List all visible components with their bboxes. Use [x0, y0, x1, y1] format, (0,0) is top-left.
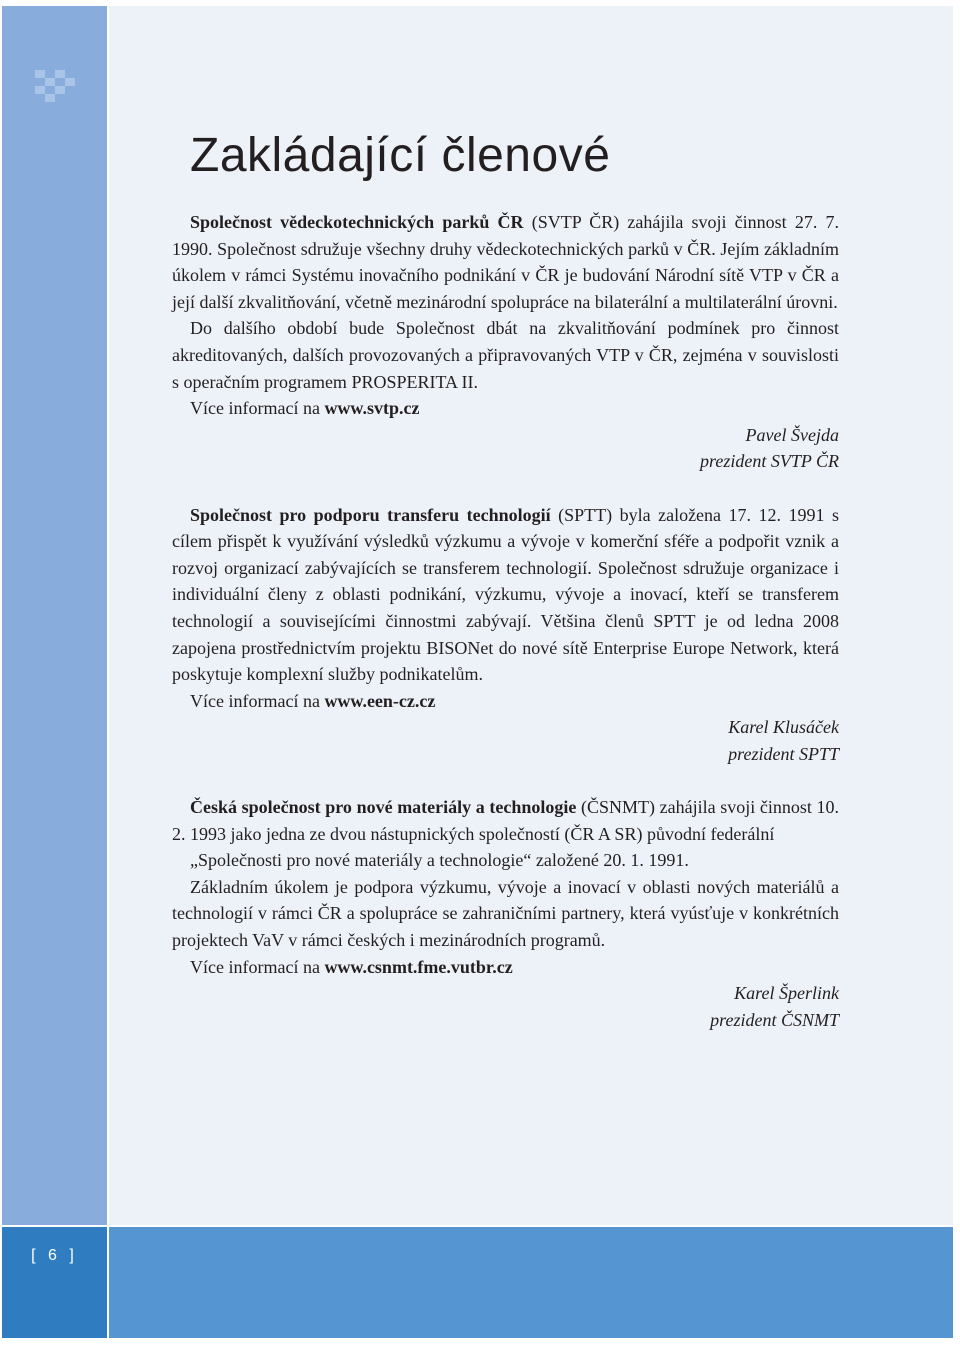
- sptt-intro-text: (SPTT) byla založena 17. 12. 1991 s cílem přispět k využívání výsledků výzkumu a vývoje v komerční sféře a podpořit vznik a rozvoj organizací zabývajících se transferem technologií. Společnost sdružuje organizace i individuální členy z oblasti podnikání, výzkumu, vývoje a inovací, kteří se transferem technologií a souvisejícími činnostmi zabývají. Většina členů SPTT je od ledna 2008 zapojena prostřednictvím projektu BISONet do nové sítě Enterprise Europe Network, která poskytuje komplexní služby podnikatelům.: [172, 504, 839, 685]
- left-sidebar-band: [2, 6, 107, 1225]
- csnmt-more-info: [172, 954, 839, 981]
- sptt-more-info: [172, 688, 839, 715]
- sptt-signer-name: Karel Klusáček: [728, 717, 839, 738]
- csnmt-intro-paragraph: [172, 794, 839, 847]
- page-title: Zakládající členové: [190, 129, 611, 182]
- csnmt-url-link[interactable]: www.csnmt.fme.vutbr.cz: [324, 956, 513, 977]
- csnmt-more-label: Více informací na: [190, 956, 325, 977]
- section-gap: [172, 767, 839, 794]
- svtp-signer-name: Pavel Švejda: [745, 424, 839, 445]
- page-number: [ 6 ]: [31, 1247, 78, 1264]
- checker-squares-icon: [32, 70, 82, 104]
- section-svtp: [172, 209, 839, 475]
- csnmt-signer-name: Karel Šperlink: [734, 983, 839, 1004]
- sptt-signer-title: prezident SPTT: [728, 743, 839, 764]
- sptt-more-label: Více informací na: [190, 690, 325, 711]
- svtp-org-name: Společnost vědeckotechnických parků ČR: [190, 212, 524, 232]
- csnmt-quote-line: „Společnosti pro nové materiály a technologie“ založené 20. 1. 1991.: [190, 850, 689, 871]
- sptt-org-name: Společnost pro podporu transferu technologií: [190, 504, 551, 525]
- svtp-intro-text: (SVTP ČR) zahájila svoji činnost 27. 7. 1990. Společnost sdružuje všechny druhy vědeckotechnických parků v ČR. Jejím základním úkolem v rámci Systému inovačního podnikání v ČR je budování Národní sítě VTP v ČR a její další zkvalitňování, včetně mezinárodní spolupráce na bilaterální a multilaterální úrovni.: [172, 212, 840, 312]
- svtp-intro-paragraph: [172, 209, 839, 315]
- svtp-paragraph-2: Do dalšího období bude Společnost dbát na zkvalitňování podmínek pro činnost akreditovaných, dalších provozovaných a připravovaných VTP v ČR, zejména v souvislosti s operačním programem PROSPERITA II.: [172, 318, 839, 392]
- section-gap: [172, 475, 839, 502]
- footer-page-number-band: [2, 1227, 107, 1338]
- csnmt-org-name: Česká společnost pro nové materiály a technologie: [190, 797, 577, 818]
- csnmt-intro-text: (ČSNMT) zahájila svoji činnost 10. 2. 1993 jako jedna ze dvou nástupnických společností (ČR A SR) původní federální: [172, 797, 840, 844]
- svtp-signer-title: prezident SVTP ČR: [700, 451, 839, 472]
- footer-band: [109, 1227, 953, 1338]
- csnmt-signer-title: prezident ČSNMT: [710, 1009, 839, 1030]
- svtp-url-link[interactable]: www.svtp.cz: [324, 398, 420, 419]
- page-content: [172, 209, 839, 1033]
- section-sptt: [172, 502, 839, 768]
- svtp-more-info: [172, 395, 839, 422]
- svtp-more-label: Více informací na: [190, 398, 325, 419]
- sptt-intro-paragraph: [172, 502, 839, 688]
- section-csnmt: [172, 794, 839, 1033]
- sptt-url-link[interactable]: www.een-cz.cz: [324, 690, 436, 711]
- csnmt-paragraph-2: Základním úkolem je podpora výzkumu, vývoje a inovací v oblasti nových materiálů a technologií v rámci ČR a spolupráce se zahraničními partnery, která vyúsťuje v konkrétních projektech VaV v rámci českých i mezinárodních programů.: [172, 876, 839, 951]
